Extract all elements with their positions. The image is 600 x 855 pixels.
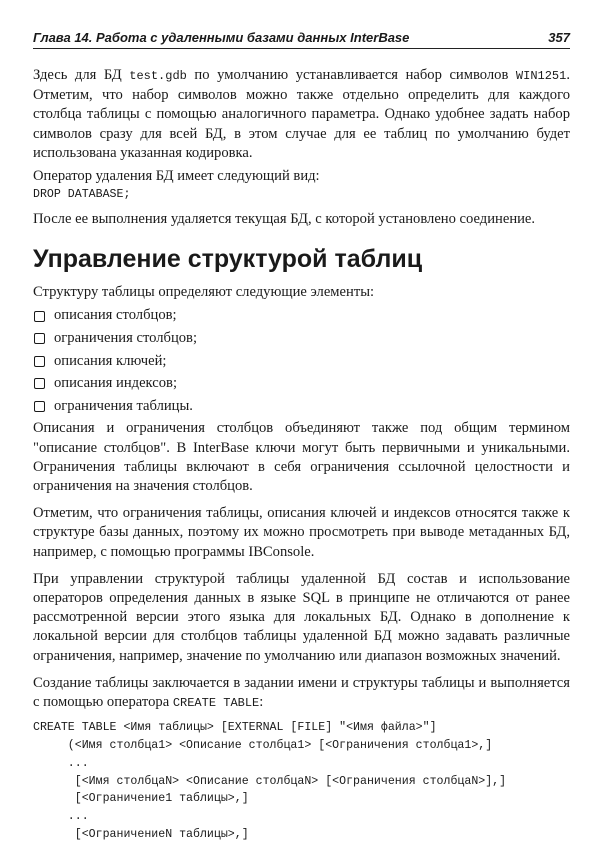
paragraph-drop-result: После ее выполнения удаляется текущая БД, с которой установлено соединение. [33, 211, 536, 228]
list-item-text: ограничения таблицы. [54, 397, 193, 414]
list-item [33, 374, 570, 393]
code-create-table-syntax [33, 719, 570, 844]
square-bullet-icon [34, 378, 45, 389]
paragraph-text: по умолчанию устанавливается набор символов [186, 67, 516, 83]
square-bullet-icon [34, 333, 45, 344]
square-bullet-icon [34, 356, 45, 367]
code-line: ... [33, 810, 89, 824]
list-item [33, 352, 570, 371]
paragraph-text: . Отметим, что набор символов можно также отдельно определить для каждого столбца таблицы с помощью аналогичного параметра. Однако удобнее задать набор символов сразу для всей БД, в этом случае для ее таблиц по умолчанию будет использована указанная кодировка. [33, 67, 570, 161]
paragraph-text: : [259, 694, 264, 711]
list-item-text: описания ключей; [54, 352, 167, 369]
paragraph-sql-ddl: При управлении структурой таблицы удаленной БД состав и использование операторов определения данных в языке SQL в принципе не отличаются от ранее рассмотренной версии этого языка для локальных БД. Однако в дополнение к локальной версии для столбцов таблицы удаленной БД можно задавать различные ограничения, например, значение по умолчанию или диапазон возможных значений. [33, 570, 570, 664]
section-heading: Управление структурой таблиц [33, 245, 423, 274]
list-item [33, 329, 570, 348]
inline-code-create-table: CREATE TABLE [172, 696, 260, 711]
list-item-text: ограничения столбцов; [54, 330, 198, 347]
paragraph-table-constraints: Отметим, что ограничения таблицы, описания ключей и индексов относятся также к структуре базы данных, поэтому их можно просмотреть при выводе метаданных БД, например, с помощью программы IBConsole. [33, 505, 570, 560]
code-line: CREATE TABLE <Имя таблицы> [EXTERNAL [FILE] "<Имя файла>"] [33, 721, 437, 735]
square-bullet-icon [34, 401, 45, 412]
structure-elements-list [33, 306, 570, 416]
page-content [33, 66, 570, 844]
paragraph-drop-intro: Оператор удаления БД имеет следующий вид: [33, 168, 320, 185]
page-number: 357 [548, 30, 570, 45]
inline-code-filename: test.gdb [129, 69, 187, 83]
list-item [33, 397, 570, 416]
paragraph-text: Создание таблицы заключается в задании имени и структуры таблицы и выполняется с помощью оператора [33, 674, 570, 711]
inline-code-charset: WIN1251 [515, 69, 567, 83]
paragraph-create-table [33, 674, 570, 713]
code-line: [<Ограничение1 таблицы>,] [33, 792, 249, 806]
paragraph-charset [33, 66, 570, 163]
list-item-text: описания столбцов; [54, 307, 177, 324]
paragraph-column-descriptions: Описания и ограничения столбцов объединяют также под общим термином "описание столбцов". В InterBase ключи могут быть первичными и уникальными. Ограничения таблицы включают в себя ограничения ссылочной целостности и ограничения на значения столбцов. [33, 420, 570, 494]
code-line: (<Имя столбца1> <Описание столбца1> [<Ограничения столбца1>,] [33, 739, 493, 753]
running-header [33, 26, 570, 49]
list-item-text: описания индексов; [54, 375, 177, 392]
list-item [33, 306, 570, 325]
code-line: ... [33, 756, 89, 770]
paragraph-text: Здесь для БД [33, 67, 130, 83]
code-drop-database: DROP DATABASE; [33, 188, 131, 202]
chapter-title: Глава 14. Работа с удаленными базами данных InterBase [33, 30, 410, 45]
paragraph-structure-lead: Структуру таблицы определяют следующие элементы: [33, 284, 375, 301]
code-line: [<Имя столбцаN> <Описание столбцаN> [<Ограничения столбцаN>],] [33, 774, 507, 788]
square-bullet-icon [34, 311, 45, 322]
code-line: [<ОграничениеN таблицы>,] [33, 828, 249, 842]
